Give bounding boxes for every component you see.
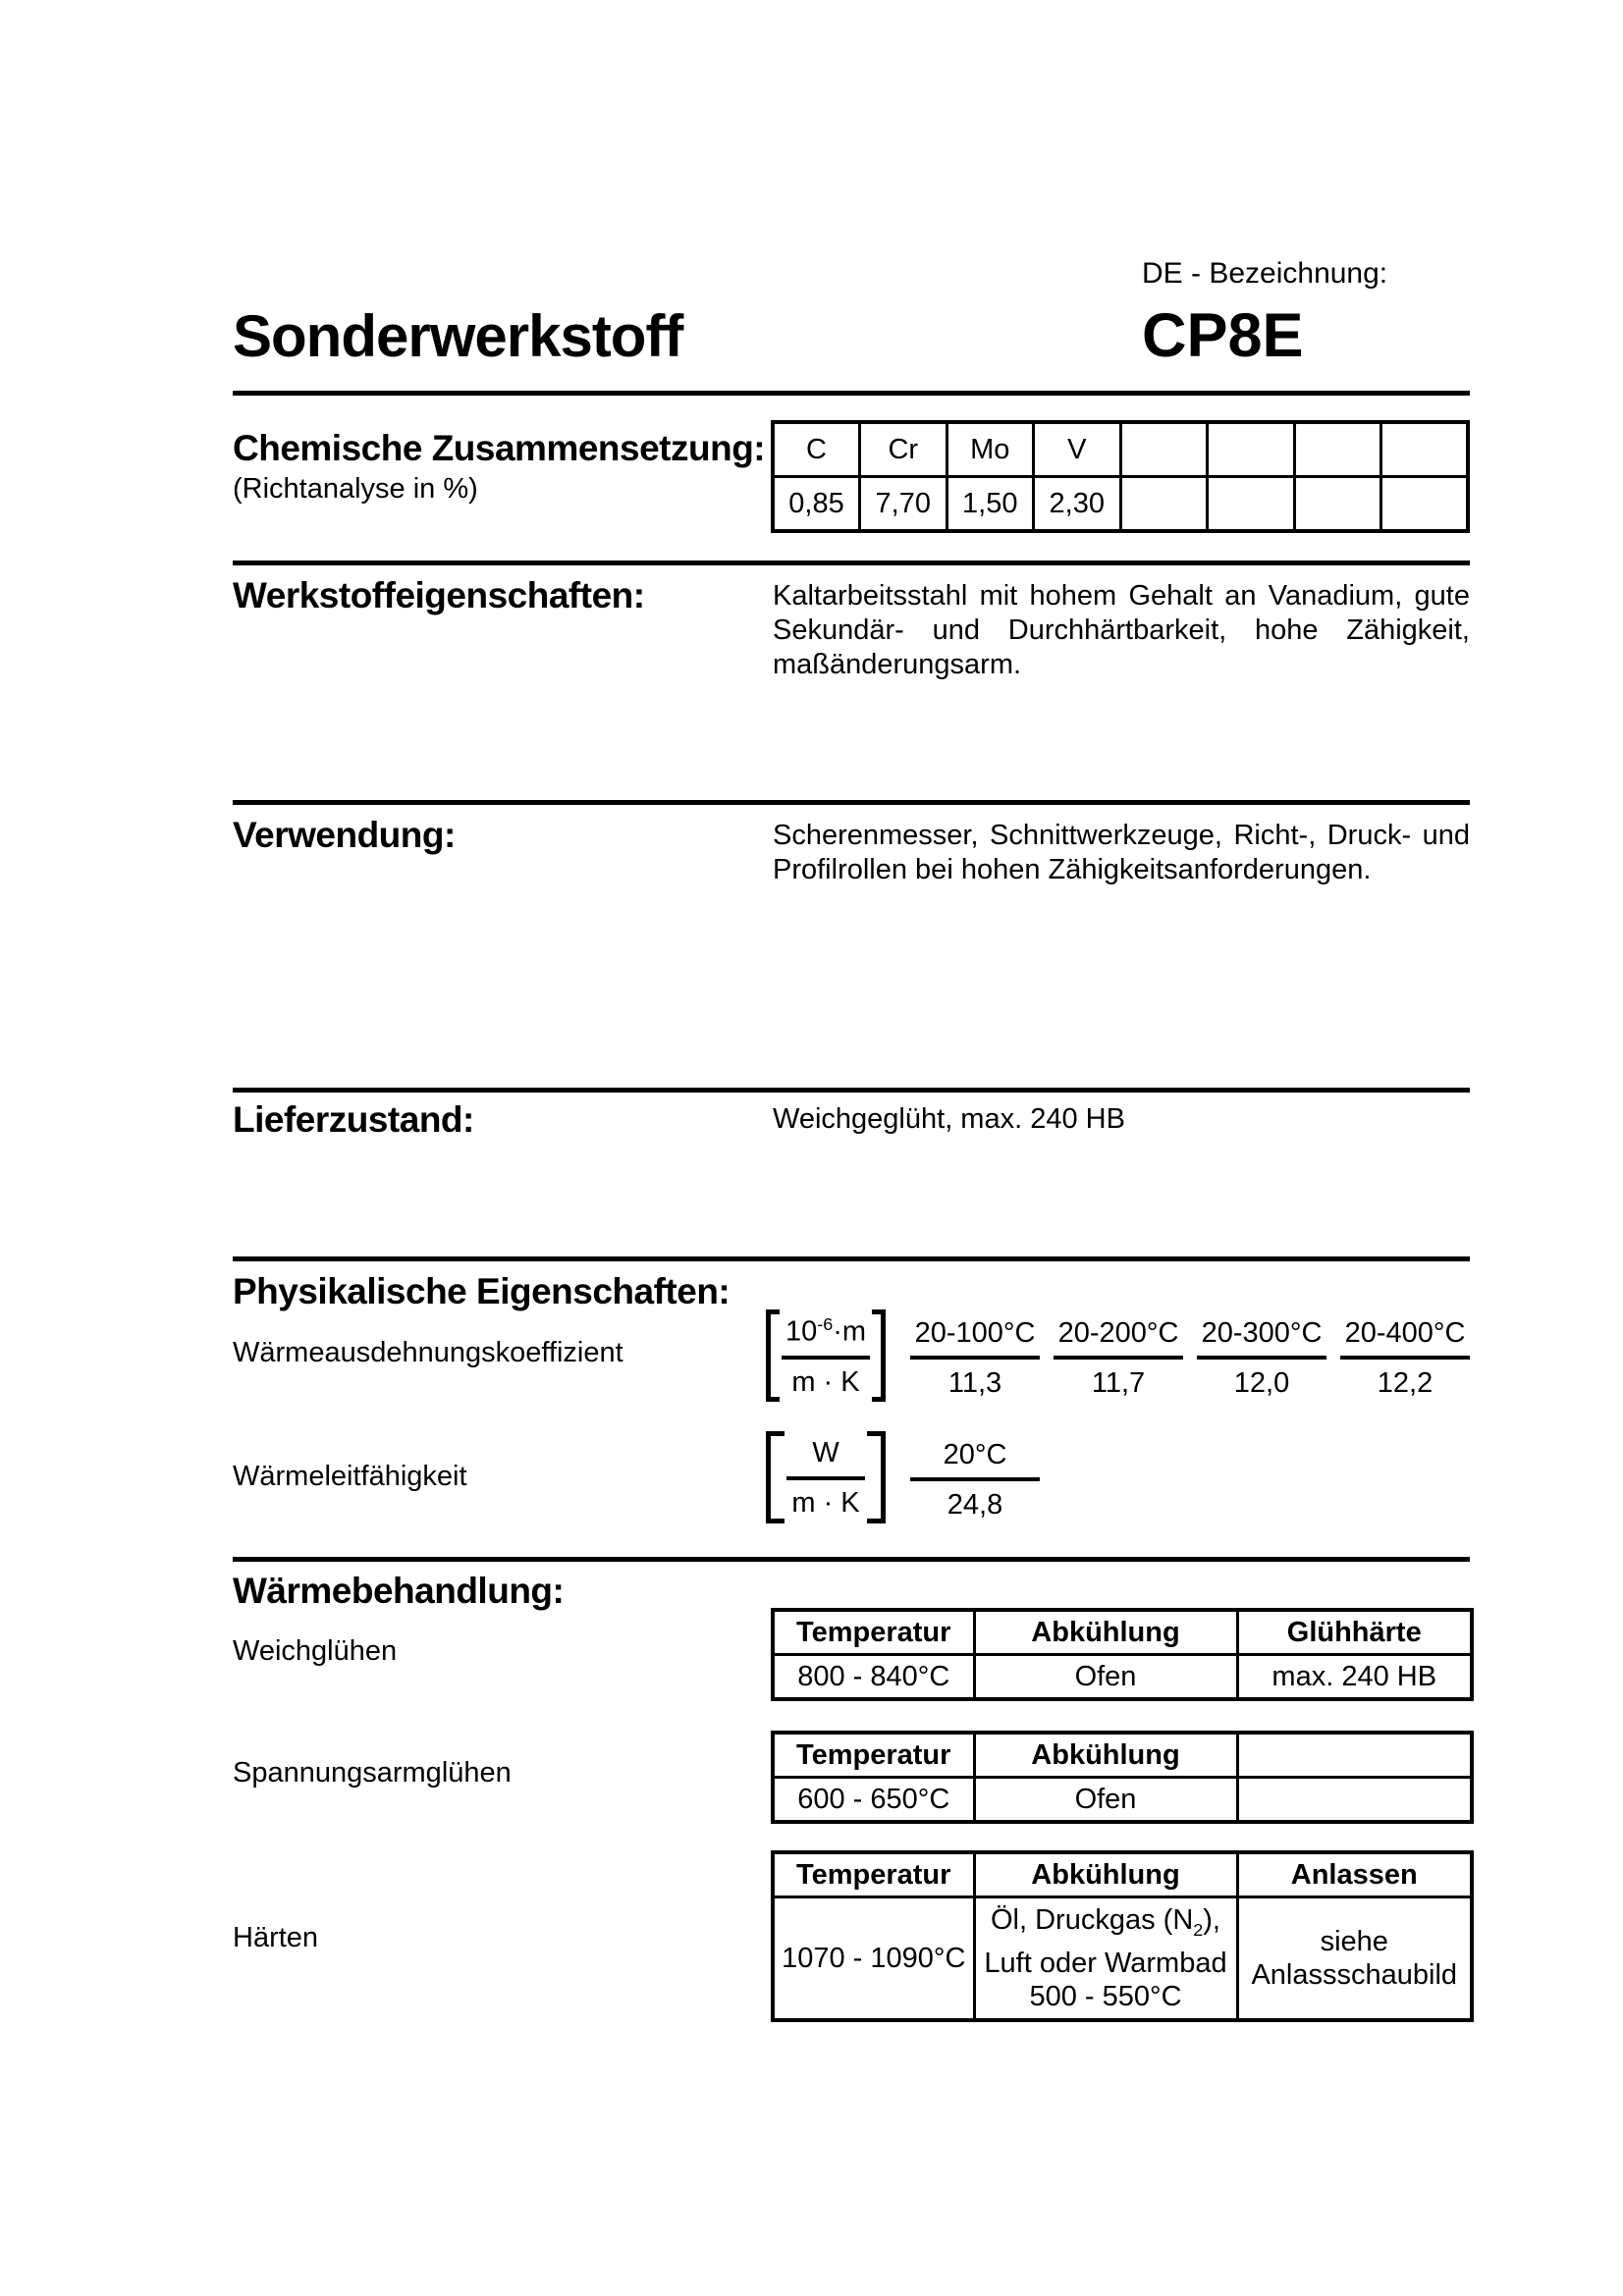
physical-properties-heading: Physikalische Eigenschaften: [233, 1271, 730, 1311]
expansion-value: 11,7 [1091, 1367, 1146, 1399]
cooling-line: Luft oder Warmbad [984, 1947, 1227, 1979]
divider-rule-6 [233, 1557, 1470, 1562]
material-properties-heading: Werkstoffeigenschaften: [233, 575, 645, 615]
divider-rule-3 [233, 800, 1470, 805]
element-header-row [773, 422, 1468, 477]
element-cell: C [773, 422, 860, 477]
header-cell: Temperatur [773, 1852, 974, 1897]
annealing-label: Weichglühen [233, 1635, 398, 1667]
expansion-value: 11,3 [947, 1367, 1002, 1399]
cooling-line: 500 - 550°C [1029, 1980, 1182, 2012]
element-value-cell: 2,30 [1034, 477, 1121, 532]
temperature-cell: 800 - 840°C [773, 1655, 974, 1700]
header-cell: Temperatur [773, 1610, 974, 1655]
element-value-cell: 1,50 [947, 477, 1034, 532]
text-line: Sekundär- und Durchhärtbarkeit, hohe Zähigkeit, [773, 614, 1470, 646]
temperature-range: 20-400°C [1340, 1317, 1470, 1360]
delivery-condition-value: Weichgeglüht, max. 240 HB [773, 1103, 1125, 1135]
divider-rule-2 [233, 561, 1470, 565]
header-cell: Temperatur [773, 1733, 974, 1778]
chemical-composition-table [771, 420, 1470, 533]
expansion-column [1340, 1317, 1470, 1400]
chemical-composition-subheading: (Richtanalyse in %) [233, 473, 478, 505]
right-bracket [867, 1431, 886, 1523]
unit-fraction [784, 1431, 867, 1523]
header-cell: Abkühlung [974, 1852, 1237, 1897]
element-value-cell [1208, 477, 1295, 532]
temperature-range: 20-100°C [910, 1317, 1040, 1360]
heat-treatment-heading: Wärmebehandlung: [233, 1571, 565, 1611]
thermal-conductivity-unit [766, 1431, 886, 1523]
hardness-cell: max. 240 HB [1237, 1655, 1472, 1700]
expansion-column [910, 1317, 1040, 1400]
cooling-cell [974, 1897, 1237, 2020]
element-cell [1208, 422, 1295, 477]
empty-cell [1237, 1778, 1472, 1823]
temperature-range: 20-200°C [1054, 1317, 1183, 1360]
text-line: maßänderungsarm. [773, 649, 1022, 680]
usage-text [773, 819, 1470, 887]
element-value-cell [1294, 477, 1381, 532]
header-cell: Glühhärte [1237, 1610, 1472, 1655]
material-properties-text [773, 579, 1470, 682]
table-value-row [773, 1778, 1472, 1823]
delivery-condition-heading: Lieferzustand: [233, 1099, 474, 1140]
text-line: Profilrollen bei hohen Zähigkeitsanforderungen. [773, 854, 1372, 885]
header-cell: Abkühlung [974, 1610, 1237, 1655]
unit-fraction [780, 1309, 872, 1402]
designation-label: DE - Bezeichnung: [1142, 257, 1388, 290]
temperature-cell: 1070 - 1090°C [773, 1897, 974, 2020]
material-grade: CP8E [1142, 301, 1304, 370]
table-header-row [773, 1852, 1472, 1897]
expansion-column [1197, 1317, 1326, 1400]
temperature-range: 20°C [910, 1439, 1040, 1481]
conductivity-value: 24,8 [947, 1489, 1003, 1521]
unit-denominator: m · K [791, 1487, 860, 1519]
stress-relieving-table [771, 1731, 1474, 1824]
element-cell [1381, 422, 1469, 477]
text-line: Kaltarbeitsstahl mit hohem Gehalt an Vanadium, gute [773, 580, 1470, 612]
usage-heading: Verwendung: [233, 815, 456, 855]
temperature-range: 20-300°C [1197, 1317, 1326, 1360]
thermal-expansion-unit [766, 1309, 886, 1402]
conductivity-column [910, 1439, 1040, 1522]
divider-rule-5 [233, 1256, 1470, 1261]
element-value-cell [1381, 477, 1469, 532]
stress-relieving-label: Spannungsarmglühen [233, 1757, 512, 1789]
header-cell: Abkühlung [974, 1733, 1237, 1778]
element-value-row [773, 477, 1468, 532]
thermal-conductivity-label: Wärmeleitfähigkeit [233, 1461, 467, 1492]
element-cell [1120, 422, 1208, 477]
expansion-value: 12,2 [1377, 1367, 1434, 1399]
table-value-row [773, 1655, 1472, 1700]
element-cell: Mo [947, 422, 1034, 477]
annealing-table [771, 1608, 1474, 1701]
left-bracket [766, 1431, 784, 1523]
element-cell: V [1034, 422, 1121, 477]
thermal-expansion-label: Wärmeausdehnungskoeffizient [233, 1337, 623, 1368]
right-bracket [872, 1309, 886, 1402]
expansion-value: 12,0 [1233, 1367, 1290, 1399]
element-value-cell: 0,85 [773, 477, 860, 532]
unit-numerator: W [786, 1435, 865, 1480]
text-line: Scherenmesser, Schnittwerkzeuge, Richt-, Druck- und [773, 820, 1470, 851]
element-cell: Cr [860, 422, 947, 477]
cooling-line: Öl, Druckgas $(N_2)$, [991, 1904, 1220, 1940]
table-header-row [773, 1733, 1472, 1778]
tempering-cell: siehe Anlassschaubild [1237, 1897, 1472, 2020]
cooling-cell: Ofen [974, 1778, 1237, 1823]
hardening-label: Härten [233, 1922, 319, 1953]
table-value-row [773, 1897, 1472, 2020]
chemical-composition-heading: Chemische Zusammensetzung: [233, 428, 766, 468]
temperature-cell: 600 - 650°C [773, 1778, 974, 1823]
table-header-row [773, 1610, 1472, 1655]
element-value-cell: 7,70 [860, 477, 947, 532]
cooling-cell: Ofen [974, 1655, 1237, 1700]
divider-rule-1 [233, 391, 1470, 396]
element-cell [1294, 422, 1381, 477]
hardening-table [771, 1850, 1474, 2022]
page-title: Sonderwerkstoff [233, 303, 683, 369]
divider-rule-4 [233, 1088, 1470, 1093]
header-cell: Anlassen [1237, 1852, 1472, 1897]
left-bracket [766, 1309, 780, 1402]
expansion-column [1054, 1317, 1183, 1400]
unit-denominator: m · K [791, 1365, 860, 1398]
unit-numerator: $10^{-6}\cdot m$ [782, 1312, 870, 1360]
header-cell [1237, 1733, 1472, 1778]
element-value-cell [1120, 477, 1208, 532]
